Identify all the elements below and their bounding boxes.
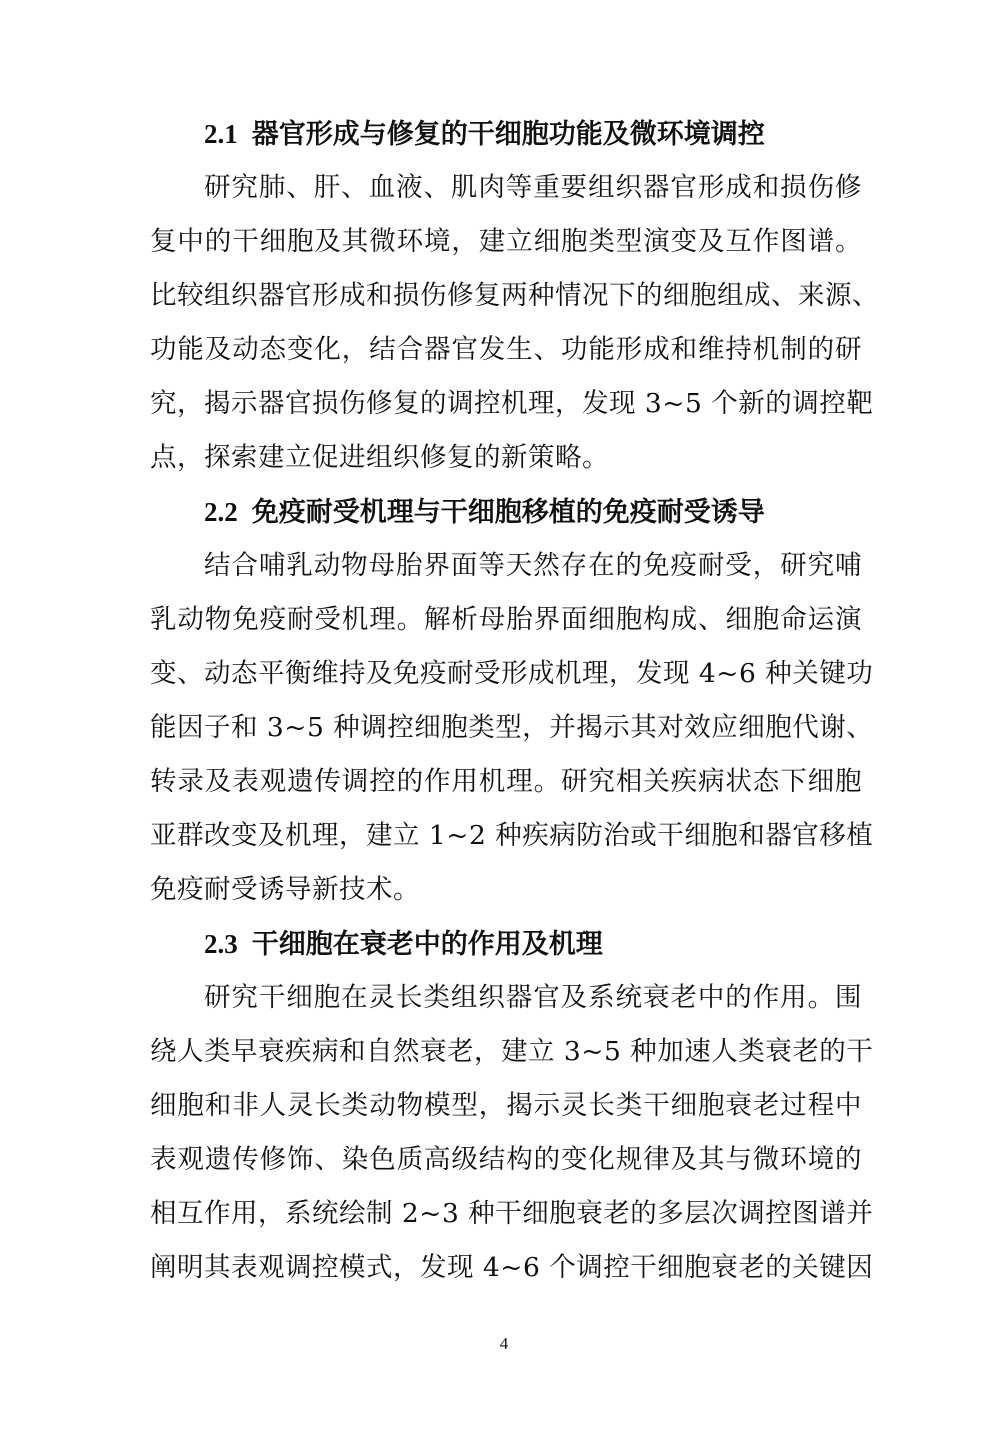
paragraph-line: 点，探索建立促进组织修复的新策略。 (150, 442, 609, 473)
section-paragraph (150, 971, 874, 1295)
section-2-1 (150, 107, 879, 485)
section-heading (150, 917, 862, 971)
paragraph-line: 转录及表观遗传调控的作用机理。研究相关疾病状态下细胞 (150, 766, 862, 797)
paragraph-line: 研究肺、肝、血液、肌肉等重要组织器官形成和损伤修 (204, 172, 862, 203)
paragraph-line: 复中的干细胞及其微环境，建立细胞类型演变及互作图谱。 (150, 226, 862, 257)
paragraph-line: 结合哺乳动物母胎界面等天然存在的免疫耐受，研究哺 (204, 550, 862, 581)
section-2-3 (150, 917, 874, 1295)
section-2-2 (150, 485, 874, 917)
paragraph-line: 细胞和非人灵长类动物模型，揭示灵长类干细胞衰老过程中 (150, 1090, 862, 1121)
paragraph-line: 比较组织器官形成和损伤修复两种情况下的细胞组成、来源、 (150, 280, 879, 311)
section-paragraph (150, 539, 874, 917)
paragraph-line: 乳动物免疫耐受机理。解析母胎界面细胞构成、细胞命运演 (150, 604, 862, 635)
paragraph-line: 表观遗传修饰、染色质高级结构的变化规律及其与微环境的 (150, 1144, 862, 1175)
paragraph-line: 绕人类早衰疾病和自然衰老，建立 3~5 种加速人类衰老的干 (150, 1036, 874, 1067)
section-paragraph (150, 161, 879, 485)
section-title: 干细胞在衰老中的作用及机理 (251, 929, 603, 960)
section-title: 免疫耐受机理与干细胞移植的免疫耐受诱导 (251, 497, 765, 528)
paragraph-line: 功能及动态变化，结合器官发生、功能形成和维持机制的研 (150, 334, 862, 365)
paragraph-line: 能因子和 3~5 种调控细胞类型，并揭示其对效应细胞代谢、 (150, 712, 874, 743)
paragraph-line: 研究干细胞在灵长类组织器官及系统衰老中的作用。围 (204, 982, 862, 1013)
section-heading (150, 485, 862, 539)
paragraph-line: 究，揭示器官损伤修复的调控机理，发现 3~5 个新的调控靶 (150, 388, 874, 419)
paragraph-line: 相互作用，系统绘制 2~3 种干细胞衰老的多层次调控图谱并 (150, 1198, 874, 1229)
document-body (150, 107, 879, 1295)
section-title: 器官形成与修复的干细胞功能及微环境调控 (251, 119, 765, 150)
page-number: 4 (499, 1334, 509, 1353)
paragraph-line: 阐明其表观调控模式，发现 4~6 个调控干细胞衰老的关键因 (150, 1252, 874, 1283)
paragraph-line: 变、动态平衡维持及免疫耐受形成机理，发现 4~6 种关键功 (150, 658, 874, 689)
paragraph-line: 亚群改变及机理，建立 1~2 种疾病防治或干细胞和器官移植 (150, 820, 874, 851)
section-heading (150, 107, 862, 161)
section-number: 2.2 (204, 497, 238, 527)
paragraph-line: 免疫耐受诱导新技术。 (150, 874, 420, 905)
section-number: 2.3 (204, 929, 238, 959)
section-number: 2.1 (204, 119, 238, 149)
